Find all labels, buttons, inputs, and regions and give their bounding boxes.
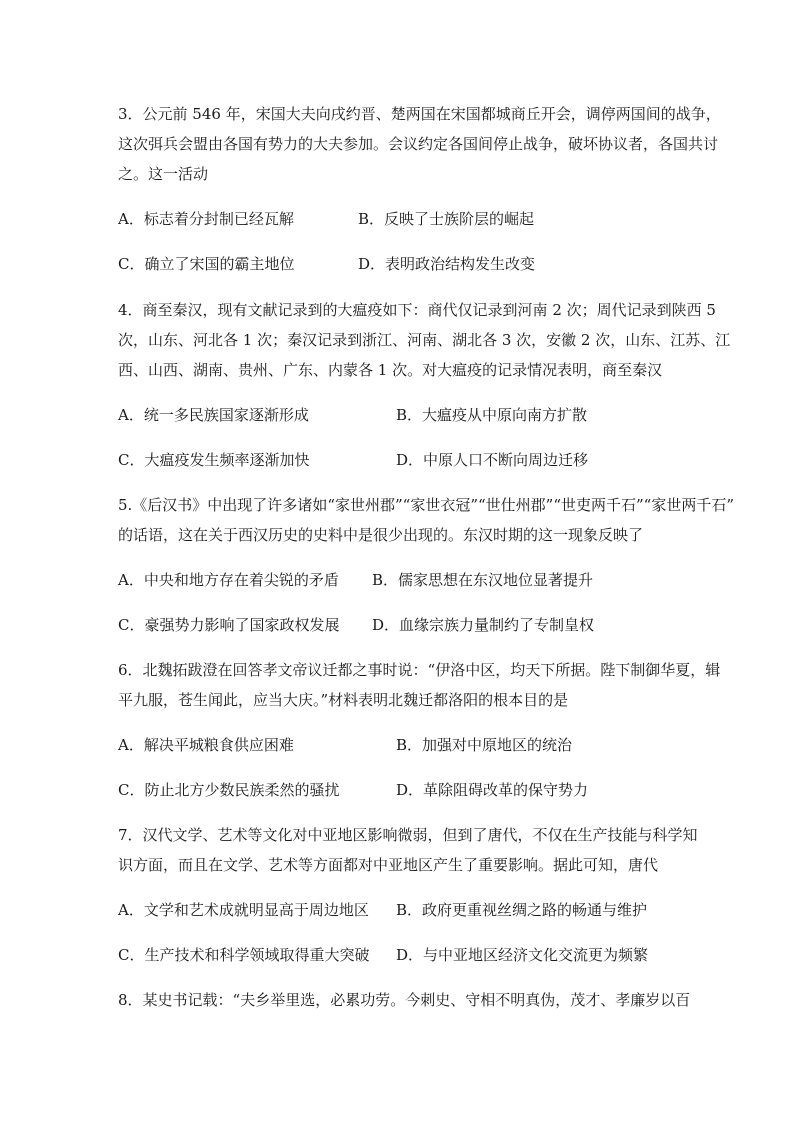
question-6-option-a: A．解决平城粮食供应困难 (118, 736, 294, 754)
question-4-stem-line-1: 4．商至秦汉，现有文献记录到的大瘟疫如下：商代仅记录到河南 2 次；周代记录到陕西 5 (118, 301, 716, 319)
question-3-stem-line-1: 3．公元前 546 年，宋国大夫向戌约晋、楚两国在宋国都城商丘开会，调停两国间的战争， (118, 105, 721, 123)
question-7-option-c: C．生产技术和科学领域取得重大突破 (118, 946, 370, 964)
question-3-option-c: C．确立了宋国的霸主地位 (118, 255, 295, 273)
question-7-option-b: B．政府更重视丝绸之路的畅通与维护 (396, 901, 648, 919)
question-4-stem-line-2: 次，山东、河北各 1 次；秦汉记录到浙江、河南、湖北各 3 次，安徽 2 次，山东、江苏、江 (118, 331, 731, 349)
question-4-option-b: B．大瘟疫从中原向南方扩散 (396, 406, 588, 424)
question-6-stem-line-1: 6．北魏拓跋澄在回答孝文帝议迁都之事时说：“伊洛中区，均天下所据。陛下制御华夏，辑 (118, 661, 721, 679)
question-5-option-a: A．中央和地方存在着尖锐的矛盾 (118, 571, 339, 589)
question-4-option-c: C．大瘟疫发生频率逐渐加快 (118, 451, 310, 469)
question-6-stem-line-2: 平九服，苍生闻此，应当大庆。”材料表明北魏迁都洛阳的根本目的是 (118, 691, 569, 709)
question-4-option-a: A．统一多民族国家逐渐形成 (118, 406, 309, 424)
question-6-option-b: B．加强对中原地区的统治 (396, 736, 573, 754)
question-3-stem-line-2: 这次弭兵会盟由各国有势力的大夫参加。会议约定各国间停止战争，破坏协议者，各国共讨 (118, 135, 719, 153)
question-3-option-b: B．反映了士族阶层的崛起 (358, 210, 535, 228)
question-5-option-b: B．儒家思想在东汉地位显著提升 (372, 571, 594, 589)
question-7-option-a: A．文学和艺术成就明显高于周边地区 (118, 901, 369, 919)
question-3-option-d: D．表明政治结构发生改变 (358, 255, 536, 273)
question-7-option-d: D．与中亚地区经济文化交流更为频繁 (396, 946, 649, 964)
question-5-option-c: C．豪强势力影响了国家政权发展 (118, 616, 340, 634)
question-4-stem-line-3: 西、山西、湖南、贵州、广东、内蒙各 1 次。对大瘟疫的记录情况表明，商至秦汉 (118, 361, 663, 379)
question-5-stem-line-2: 的话语，这在关于西汉历史的史料中是很少出现的。东汉时期的这一现象反映了 (118, 526, 644, 544)
question-7-stem-line-1: 7．汉代文学、艺术等文化对中亚地区影响微弱，但到了唐代，不仅在生产技能与科学知 (118, 826, 698, 844)
question-6-option-c: C．防止北方少数民族柔然的骚扰 (118, 781, 340, 799)
question-5-option-d: D．血缘宗族力量制约了专制皇权 (372, 616, 595, 634)
question-3-stem-line-3: 之。这一活动 (118, 165, 209, 183)
question-4-option-d: D．中原人口不断向周边迁移 (396, 451, 589, 469)
question-5-stem-line-1: 5.《后汉书》中出现了许多诸如“家世州郡”“家世衣冠”“世仕州郡”“世吏两千石”“家世两千石” (118, 496, 734, 514)
question-7-stem-line-2: 识方面，而且在文学、艺术等方面都对中亚地区产生了重要影响。据此可知，唐代 (118, 856, 659, 874)
question-6-option-d: D．革除阻碍改革的保守势力 (396, 781, 589, 799)
question-3-option-a: A．标志着分封制已经瓦解 (118, 210, 294, 228)
question-8-stem-line-1: 8．某史书记载：“夫乡举里选，必累功劳。今刺史、守相不明真伪，茂才、孝廉岁以百 (118, 991, 691, 1009)
